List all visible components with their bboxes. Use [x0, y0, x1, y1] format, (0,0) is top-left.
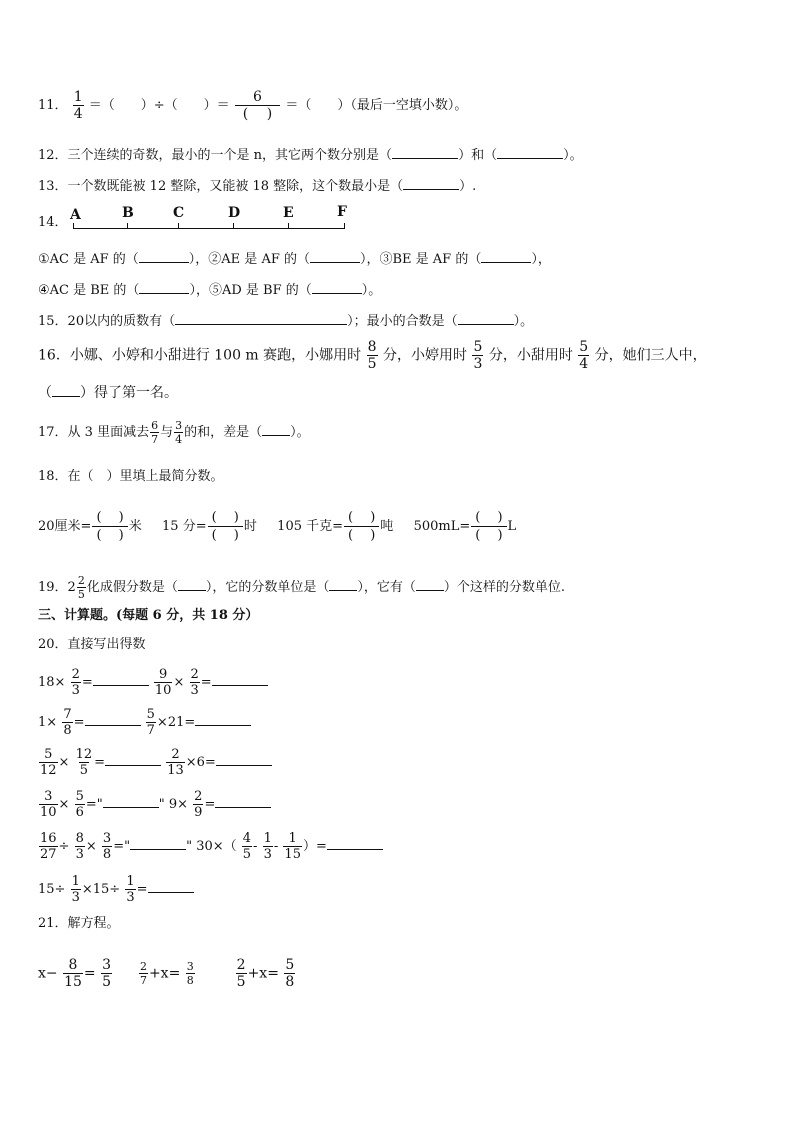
answer-blank[interactable]	[481, 250, 531, 263]
fraction: $\frac{7}{8}$	[63, 707, 72, 738]
label-f: F	[337, 204, 347, 220]
equations-row: x− $\frac{8}{15}$ = $\frac{3}{5}$ $\frac{2}{7}$ +x= $\frac{3}{8}$ $\frac{2}{5}$ +x= $\frac{5}{8}$	[38, 957, 295, 990]
blank-fraction[interactable]: $\frac{( )}{( )}$	[471, 511, 506, 542]
fraction: $\frac{9}{10}$	[154, 667, 172, 698]
calc-row-5: $\frac{16}{27}$ ÷ $\frac{8}{3}$ × $\frac{3}{8}$ =" " 30×（ $\frac{4}{5}$ - $\frac{1}{3}$ - $\frac{1}{15}$ ）=	[38, 832, 383, 861]
fraction: $\frac{2}{13}$	[167, 747, 184, 778]
fraction: $\frac{2}{7}$	[139, 960, 147, 987]
answer-blank[interactable]	[85, 713, 141, 726]
question-18-conversions: 20厘米= $\frac{( )}{( )}$ 米 15 分= $\frac{( )}{( )}$ 时 105 千克= $\frac{( )}{( )}$ 吨 500mL= $\frac{( )}{( )}$ L	[38, 510, 517, 543]
tick-f	[344, 223, 345, 229]
answer-blank[interactable]	[212, 673, 268, 686]
fraction: $\frac{2}{9}$	[194, 789, 203, 820]
q11-middle: ＝（ ）÷（ ）＝	[88, 98, 230, 113]
question-15: 15．20以内的质数有（ ）；最小的合数是（ ）。	[38, 314, 534, 329]
blank-fraction[interactable]: $\frac{( )}{( )}$	[92, 511, 127, 542]
fraction-8-5: $\frac{8}{5}$	[367, 339, 377, 372]
section-3-heading: 三、计算题。(每题 6 分，共 18 分）	[38, 608, 259, 623]
answer-blank[interactable]	[148, 880, 194, 893]
answer-blank[interactable]	[178, 578, 206, 591]
calc-row-2: 1× $\frac{7}{8}$ = $\frac{5}{7}$ ×21=	[38, 708, 251, 737]
label-b: B	[122, 205, 134, 221]
fraction: $\frac{5}{12}$	[40, 747, 57, 778]
fraction: $\frac{5}{6}$	[75, 789, 84, 820]
answer-blank[interactable]	[216, 753, 272, 766]
answer-blank[interactable]	[327, 837, 383, 850]
fraction: $\frac{5}{8}$	[285, 957, 295, 990]
fraction: $\frac{1}{3}$	[126, 874, 135, 905]
answer-blank[interactable]	[175, 312, 347, 325]
label-a: A	[70, 207, 81, 223]
tick-b	[127, 223, 128, 229]
tick-a	[73, 223, 74, 229]
answer-blank[interactable]	[105, 753, 161, 766]
fraction: $\frac{8}{15}$	[64, 957, 82, 990]
answer-blank[interactable]	[262, 423, 290, 436]
fraction-6-7: $\frac{6}{7}$	[151, 419, 159, 446]
calc-row-1: 18× $\frac{2}{3}$ = $\frac{9}{10}$ × $\frac{2}{3}$ =	[38, 668, 268, 697]
fraction: $\frac{2}{3}$	[190, 667, 199, 698]
fraction-5-3: $\frac{5}{3}$	[473, 339, 483, 372]
fraction: $\frac{1}{3}$	[263, 831, 272, 862]
question-11	[38, 90, 467, 121]
answer-blank[interactable]	[139, 281, 189, 294]
fraction: $\frac{1}{15}$	[284, 831, 301, 862]
fraction: $\frac{3}{8}$	[186, 960, 194, 987]
blank-fraction[interactable]: $\frac{( )}{( )}$	[208, 511, 243, 542]
fraction: $\frac{1}{3}$	[71, 874, 80, 905]
question-20-title: 20．直接写出得数	[38, 637, 146, 652]
answer-blank[interactable]	[103, 795, 159, 808]
q11-number: 11．	[38, 98, 68, 113]
question-14-line-2: ④AC 是 BE 的（ ），⑤AD 是 BF 的（ ）。	[38, 283, 382, 298]
fraction: $\frac{4}{5}$	[242, 831, 252, 862]
q11-tail: ＝（ ）（最后一空填小数）。	[285, 98, 468, 113]
question-18-title: 18．在（ ）里填上最简分数。	[38, 469, 224, 484]
fraction: $\frac{3}{5}$	[102, 957, 112, 990]
answer-blank[interactable]	[497, 146, 563, 159]
fraction: $\frac{5}{7}$	[146, 707, 155, 738]
fraction: $\frac{3}{10}$	[40, 789, 57, 820]
answer-blank[interactable]	[329, 578, 357, 591]
calc-row-3: $\frac{5}{12}$ × $\frac{12}{5}$ = $\frac{2}{13}$ ×6=	[38, 748, 272, 777]
fraction: $\frac{16}{27}$	[40, 831, 57, 862]
question-21-title: 21．解方程。	[38, 916, 120, 931]
question-14-line-1: ①AC 是 AF 的（ ），②AE 是 AF 的（ ），③BE 是 AF 的（ ），	[38, 252, 551, 267]
blank-fraction[interactable]: $\frac{( )}{( )}$	[344, 511, 379, 542]
fraction-1-4: $\frac{1}{4}$	[73, 89, 83, 122]
question-12: 12．三个连续的奇数，最小的一个是 n，其它两个数分别是（ ）和（ ）。	[38, 148, 583, 163]
segment-line	[73, 228, 345, 229]
answer-blank[interactable]	[139, 250, 189, 263]
fraction-6-blank: $\frac{6}{( )}$	[235, 90, 280, 121]
answer-blank[interactable]	[93, 673, 149, 686]
tick-c	[178, 223, 179, 229]
fraction: $\frac{2}{3}$	[71, 667, 80, 698]
question-19: 19．2 $\frac{2}{5}$ 化成假分数是（ ），它的分数单位是（ ），它有（ ）个这样的分数单位.	[38, 574, 566, 601]
calc-row-6: 15÷ $\frac{1}{3}$ ×15÷ $\frac{1}{3}$ =	[38, 875, 194, 904]
label-d: D	[228, 205, 241, 221]
answer-blank[interactable]	[130, 837, 186, 850]
fraction: $\frac{8}{3}$	[75, 831, 84, 862]
answer-blank[interactable]	[458, 312, 514, 325]
fraction-5-4: $\frac{5}{4}$	[579, 339, 589, 372]
label-e: E	[283, 205, 294, 221]
question-13: 13．一个数既能被 12 整除，又能被 18 整除，这个数最小是（ ）.	[38, 179, 477, 194]
fraction-3-4: $\frac{3}{4}$	[175, 419, 183, 446]
answer-blank[interactable]	[52, 384, 80, 397]
answer-blank[interactable]	[392, 146, 458, 159]
segment-diagram	[70, 204, 350, 234]
answer-blank[interactable]	[403, 177, 459, 190]
fraction: $\frac{2}{5}$	[236, 957, 246, 990]
question-16-line-2: （ ）得了第一名。	[38, 385, 178, 401]
fraction: $\frac{12}{5}$	[75, 747, 93, 778]
label-c: C	[173, 205, 185, 221]
fraction-2-5: $\frac{2}{5}$	[77, 574, 85, 601]
fraction: $\frac{3}{8}$	[102, 831, 112, 862]
answer-blank[interactable]	[416, 578, 444, 591]
tick-d	[233, 223, 234, 229]
answer-blank[interactable]	[215, 795, 271, 808]
answer-blank[interactable]	[312, 281, 362, 294]
question-16: 16．小娜、小婷和小甜进行 100 m 赛跑，小娜用时 $\frac{8}{5}$ 分，小婷用时 $\frac{5}{3}$ 分，小甜用时 $\frac{5}{4}$ 分，她们三人中，	[38, 339, 707, 372]
answer-blank[interactable]	[310, 250, 360, 263]
calc-row-4: $\frac{3}{10}$ × $\frac{5}{6}$ =" " 9× $\frac{2}{9}$ =	[38, 790, 271, 819]
question-17: 17．从 3 里面减去 $\frac{6}{7}$ 与 $\frac{3}{4}$ 的和，差是（ ）。	[38, 419, 310, 446]
tick-e	[288, 223, 289, 229]
answer-blank[interactable]	[195, 713, 251, 726]
question-14-number: 14．	[38, 215, 68, 230]
